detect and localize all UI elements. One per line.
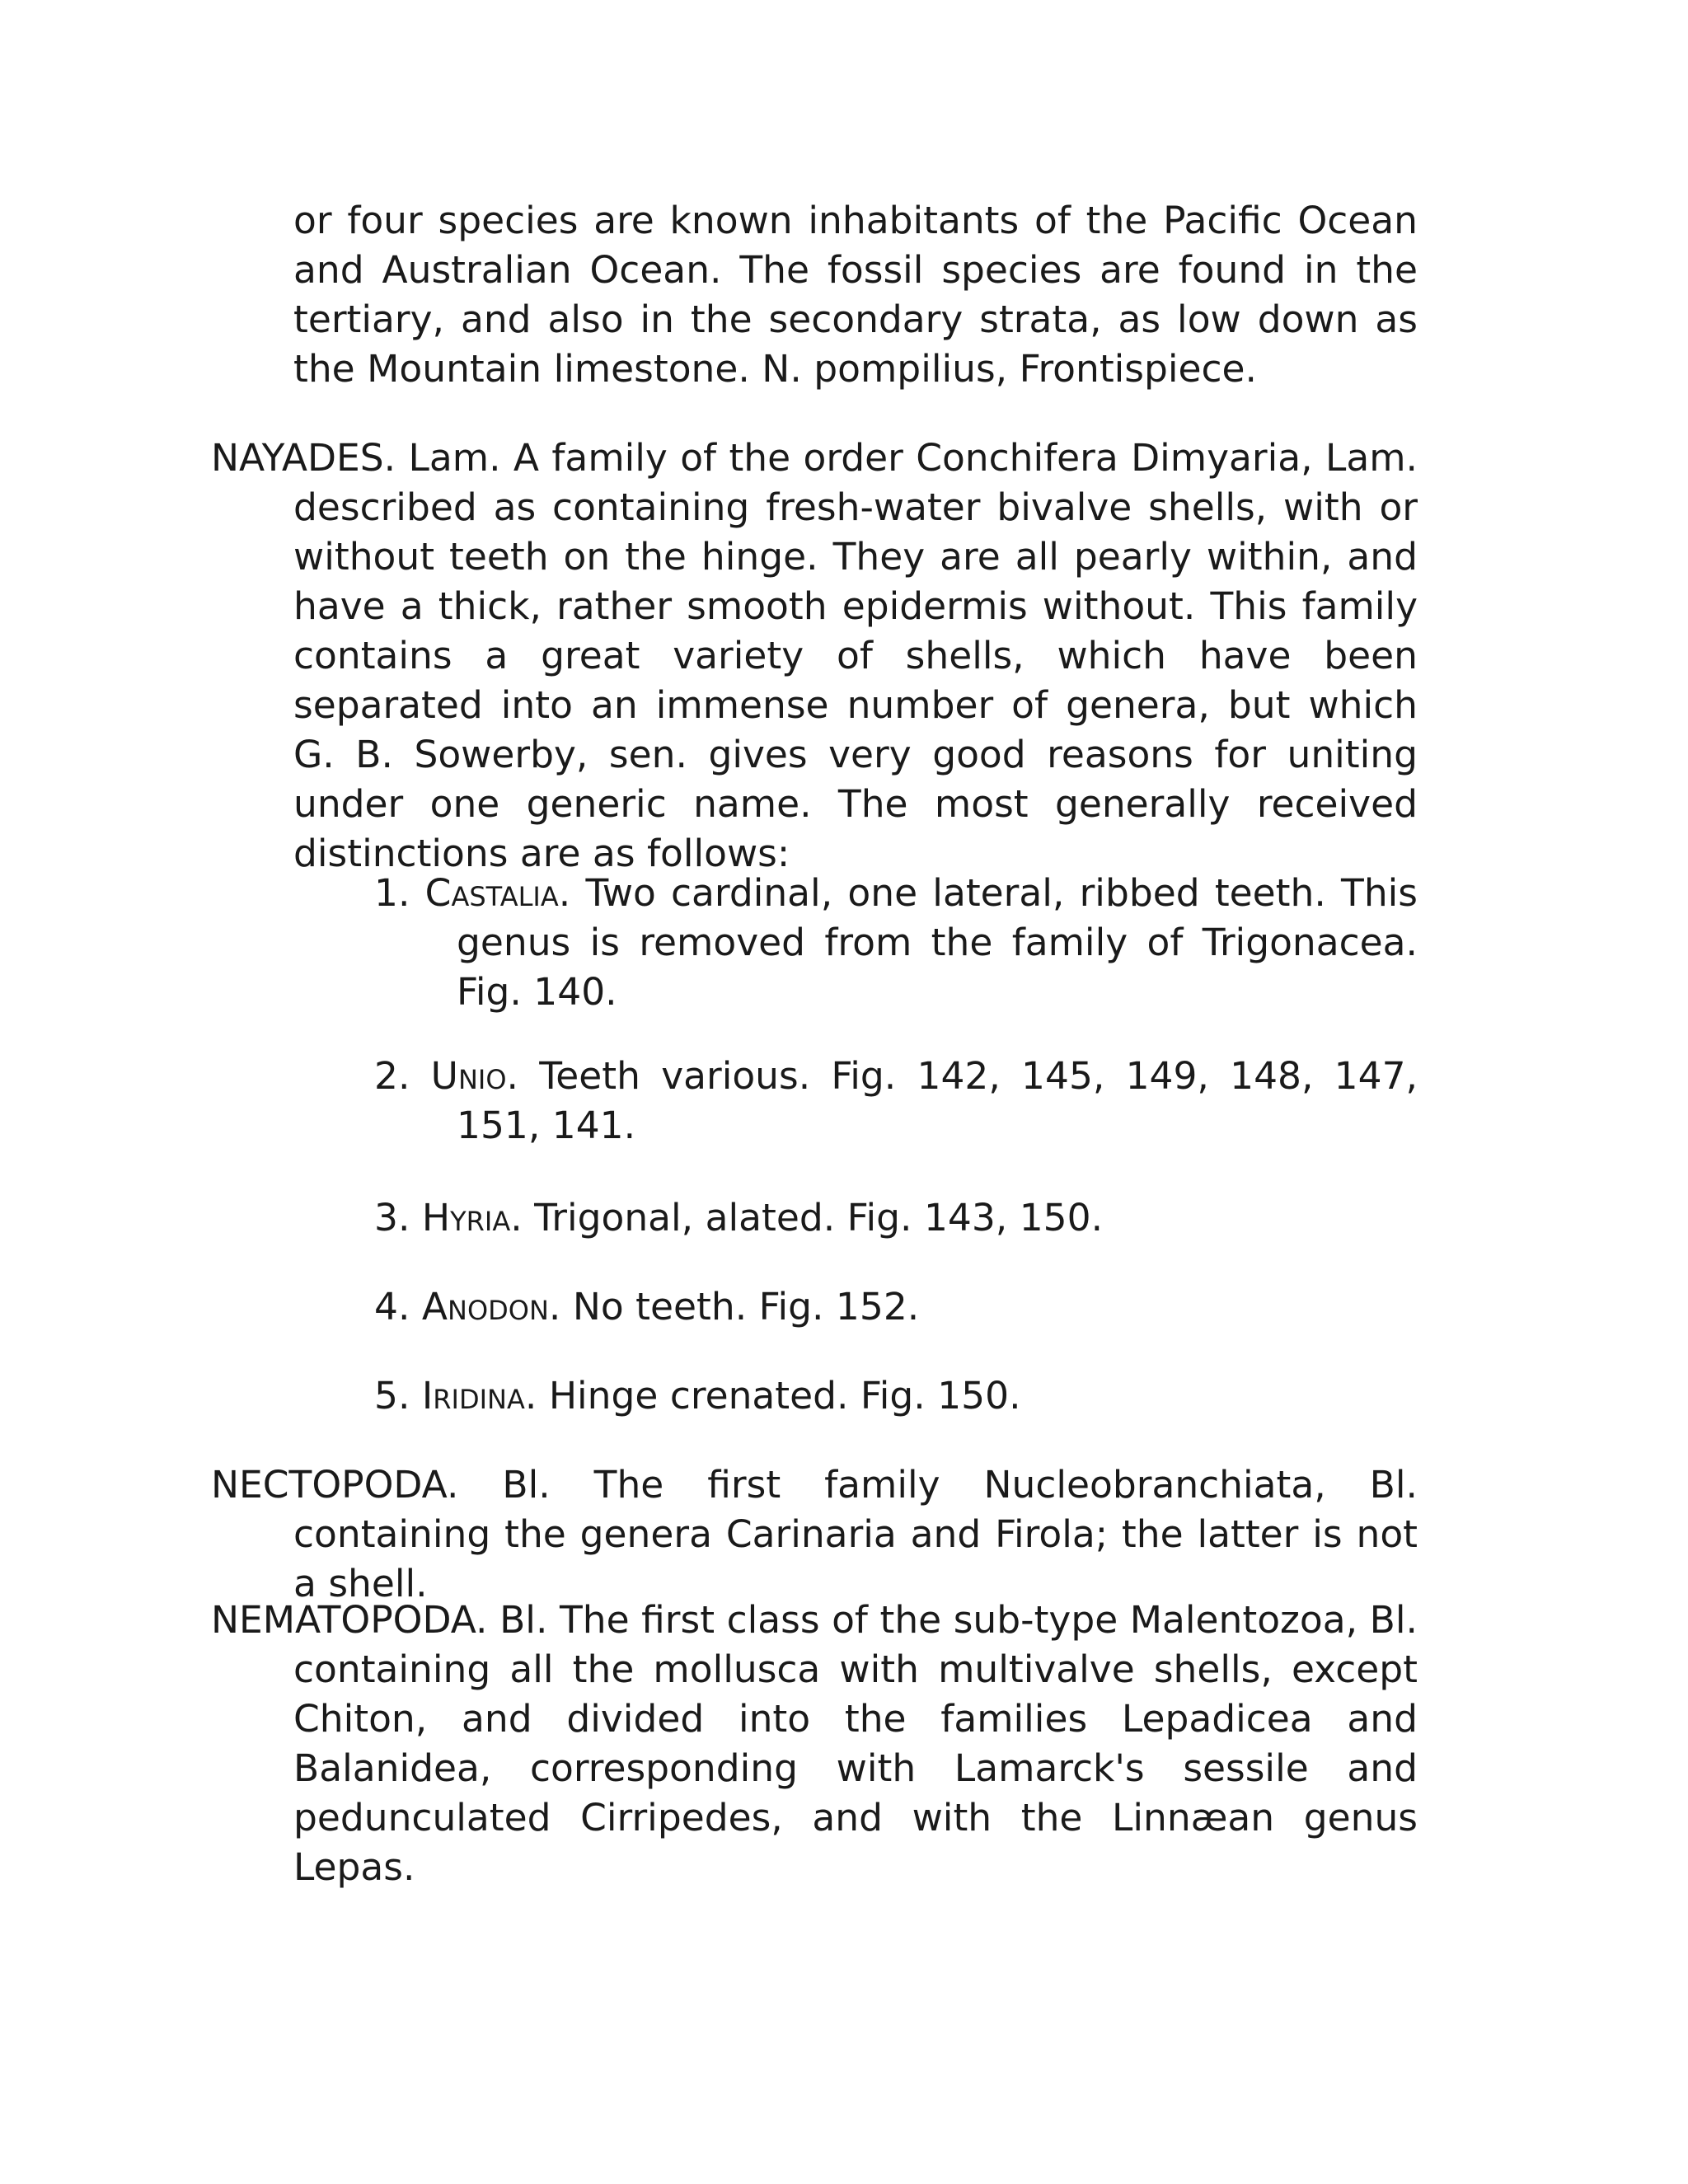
list-number: 2. bbox=[374, 1054, 410, 1098]
list-text: . Teeth various. Fig. 142, 145, 149, 148, 147, 151, 141. bbox=[457, 1054, 1418, 1147]
list-number: 3. bbox=[374, 1196, 410, 1240]
list-text: . Trigonal, alated. Fig. 143, 150. bbox=[510, 1196, 1104, 1240]
list-number: 1. bbox=[374, 871, 410, 915]
genus-name: Anodon bbox=[421, 1285, 549, 1329]
list-item-castalia bbox=[374, 869, 1418, 1017]
list-text: . Two cardinal, one lateral, ribbed teeth. This genus is removed from the family of Trigonacea. Fig. 140. bbox=[457, 871, 1418, 1014]
continuation-paragraph: or four species are known inhabitants of the Pacific Ocean and Australian Ocean. The fossil species are found in the tertiary, and also in the secondary strata, as low down as the Mountain limestone. N. pompilius, Frontispiece. bbox=[293, 199, 1418, 391]
list-text: . Hinge crenated. Fig. 150. bbox=[524, 1374, 1021, 1418]
entry-text: Lam. A family of the order Conchifera Dimyaria, Lam. described as containing fresh-water bivalve shells, with or without teeth on the hinge. They are all pearly within, and have a thick, rather smooth epidermis without. This family contains a great variety of shells, which have been separated into an immense number of genera, but which G. B. Sowerby, sen. gives very good reasons for uniting under one generic name. The most generally received distinctions are as follows: bbox=[293, 436, 1418, 875]
list-item-hyria bbox=[374, 1193, 1418, 1243]
genus-name: Hyria bbox=[421, 1196, 511, 1240]
list-item-unio bbox=[374, 1052, 1418, 1151]
list-item-anodon bbox=[374, 1282, 1418, 1332]
list-item-iridina bbox=[374, 1371, 1418, 1421]
entry-term: NEMATOPODA. bbox=[211, 1598, 488, 1642]
entry-term: NAYADES. bbox=[211, 436, 396, 480]
genus-name: Unio bbox=[430, 1054, 507, 1098]
list-number: 5. bbox=[374, 1374, 410, 1418]
entry-nematopoda bbox=[211, 1596, 1418, 1892]
entry-nayades bbox=[211, 434, 1418, 879]
entry-term: NECTOPODA. bbox=[211, 1463, 459, 1507]
entry-nectopoda bbox=[211, 1460, 1418, 1609]
entry-text: Bl. The first class of the sub-type Malentozoa, Bl. containing all the mollusca with multivalve shells, except Chiton, and divided into the families Lepadicea and Balanidea, corresponding with Lamarck's sessile and pedunculated Cirripedes, and with the Linnæan genus Lepas. bbox=[293, 1598, 1418, 1889]
genus-name: Iridina bbox=[421, 1374, 525, 1418]
genus-name: Castalia bbox=[424, 871, 559, 915]
list-text: . No teeth. Fig. 152. bbox=[548, 1285, 920, 1329]
list-number: 4. bbox=[374, 1285, 410, 1329]
entry-text: Bl. The first family Nucleobranchiata, Bl. containing the genera Carinaria and Firola; the latter is not a shell. bbox=[293, 1463, 1418, 1605]
